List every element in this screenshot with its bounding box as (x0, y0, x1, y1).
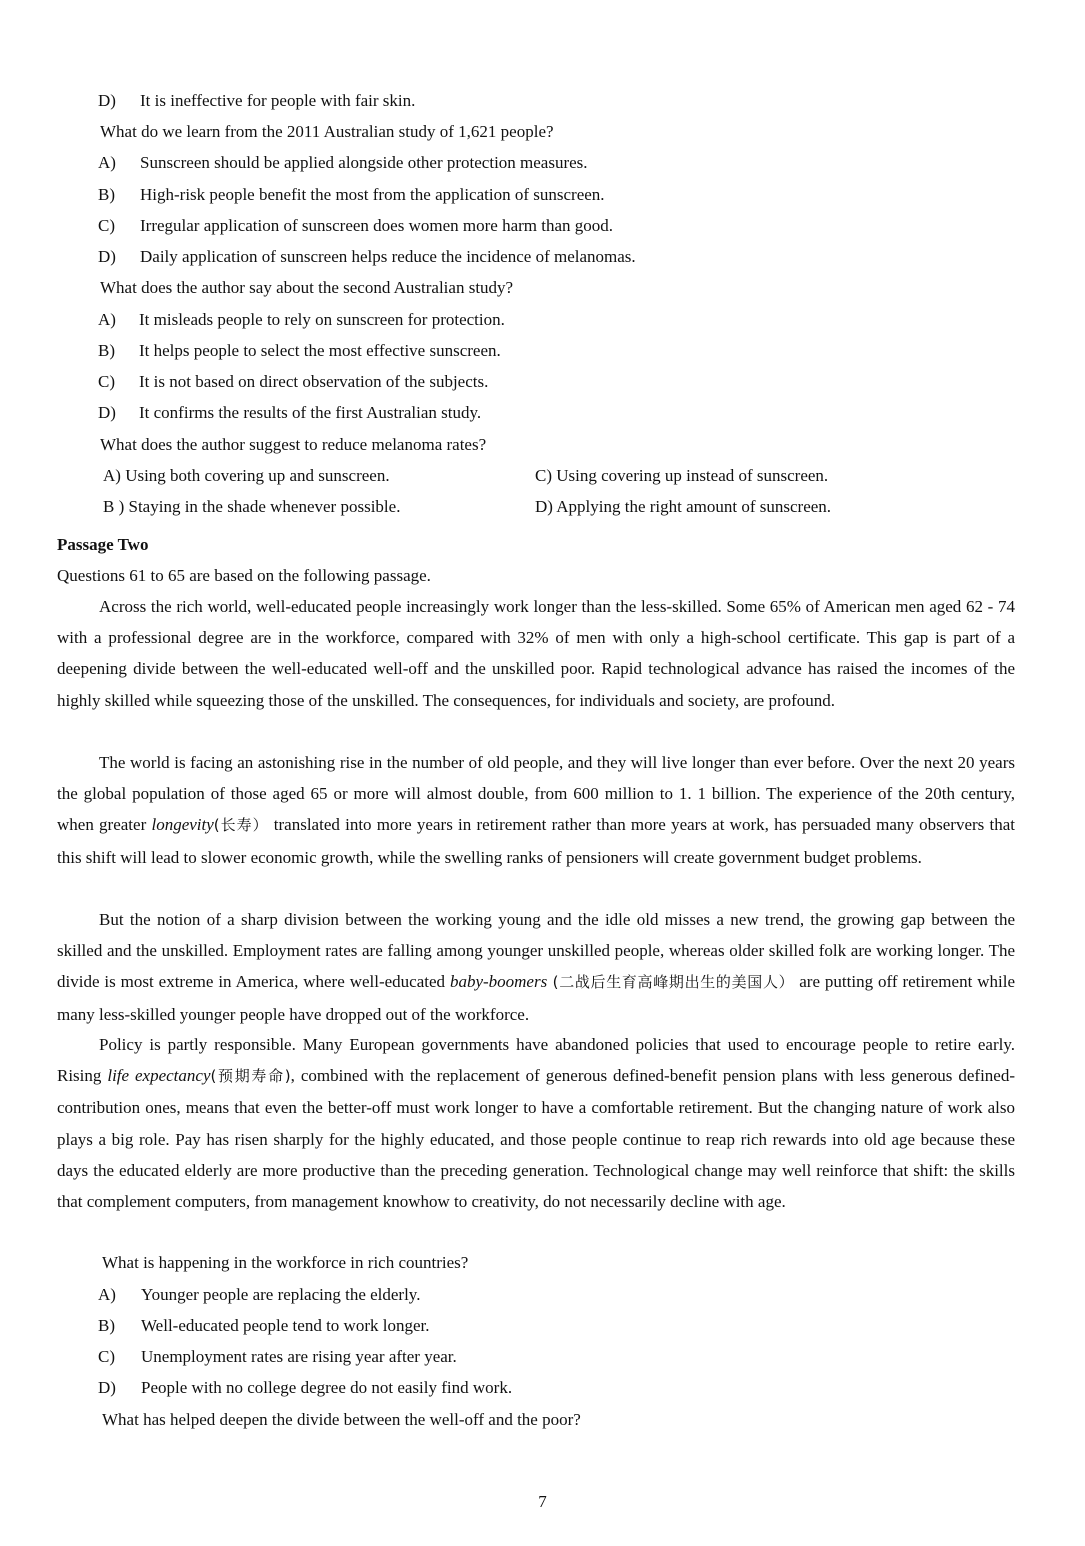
glossed-term: life expectancy (107, 1066, 211, 1086)
glossed-term: baby-boomers (449, 972, 548, 992)
option-text: B ) Staying in the shade whenever possible. (103, 497, 401, 516)
paragraph-text: But the notion of a sharp division between the working young and the idle old misses a new trend, the growing gap between the skilled and the unskilled. Employment rates are falling among younger unskilled people, whereas older skilled folk are working longer. The divide is most extreme in America, where well-educated (57, 910, 1015, 992)
option-text: A) Using both covering up and sunscreen. (103, 466, 390, 485)
option-text: Daily application of sunscreen helps reduce the incidence of melanomas. (140, 247, 636, 266)
option-letter: B) (98, 1316, 115, 1335)
paragraph-text: translated into more years in retirement rather than more years at work, has persuaded many observers that this shift will lead to slower economic growth, while the swelling ranks of pensioners will create government budget problems. (57, 815, 1015, 867)
paragraph-text: Across the rich world, well-educated people increasingly work longer than the less-skilled. Some 65% of American men aged 62 - 74 with a professional degree are in the workforce, compared with 32% of men with only a high-school certificate. This gap is part of a deepening divide between the well-educated well-off and the unskilled poor. Rapid technological advance has raised the incomes of the highly skilled while squeezing those of the unskilled. The consequences, for individuals and society, are profound. (57, 597, 1015, 710)
chinese-gloss: (预期寿命) (210, 1067, 291, 1086)
passage-paragraph (57, 591, 1015, 716)
passage-heading: Passage Two (57, 535, 149, 554)
option-letter: C) (98, 372, 115, 391)
option-text: Well-educated people tend to work longer. (141, 1316, 430, 1335)
question-stem: What does the author suggest to reduce melanoma rates? (100, 435, 487, 454)
option-letter: D) (98, 403, 116, 422)
question-stem: What do we learn from the 2011 Australian study of 1,621 people? (100, 122, 554, 141)
option-letter: C) (98, 1347, 115, 1366)
option-text: It helps people to select the most effective sunscreen. (139, 341, 501, 360)
option-text: High-risk people benefit the most from the application of sunscreen. (140, 185, 605, 204)
option-text: Younger people are replacing the elderly. (141, 1285, 421, 1304)
chinese-gloss: (二战后生育高峰期出生的美国人） (547, 973, 795, 992)
paragraph-text: , combined with the replacement of generous defined-benefit pension plans with less generous defined-contribution ones, means that even the better-off must work longer to have a comfortable retirement. But the changing nature of work also plays a big role. Pay has risen sharply for the highly educated, and those people continue to reap rich rewards into old age because these days the educated elderly are more productive than the preceding generation. Technological change may well reinforce that shift: the skills that complement computers, from management knowhow to creativity, do not necessarily decline with age. (57, 1066, 1015, 1212)
option-letter: A) (98, 153, 116, 172)
option-text: People with no college degree do not easily find work. (141, 1378, 513, 1397)
option-text: It misleads people to rely on sunscreen for protection. (139, 310, 505, 329)
option-letter: B) (98, 341, 115, 360)
passage-intro: Questions 61 to 65 are based on the following passage. (57, 566, 431, 585)
passage-paragraph (57, 747, 1015, 873)
page-number: 7 (538, 1492, 547, 1511)
option-letter: D) (98, 247, 116, 266)
paragraph-text: Policy is partly responsible. Many European governments have abandoned policies that used to encourage people to retire early. Rising (57, 1035, 1015, 1086)
paragraph-text: are putting off retirement while many less-skilled younger people have dropped out of the workforce. (57, 972, 1015, 1024)
option-letter: A) (98, 1285, 116, 1304)
option-text: Unemployment rates are rising year after year. (141, 1347, 457, 1366)
option-letter: C) (98, 216, 115, 235)
chinese-gloss: (长寿） (213, 816, 269, 835)
option-text: C) Using covering up instead of sunscreen. (535, 466, 829, 485)
question-stem: What is happening in the workforce in rich countries? (102, 1253, 469, 1272)
question-stem: What does the author say about the second Australian study? (100, 278, 514, 297)
passage-paragraph (57, 904, 1015, 1030)
option-text: Irregular application of sunscreen does women more harm than good. (140, 216, 614, 235)
option-text: It is ineffective for people with fair skin. (140, 91, 416, 110)
option-letter: B) (98, 185, 115, 204)
option-letter: D) (98, 1378, 116, 1397)
option-text: It confirms the results of the first Australian study. (139, 403, 482, 422)
option-text: D) Applying the right amount of sunscreen. (535, 497, 832, 516)
passage-paragraph (57, 1029, 1015, 1217)
glossed-term: longevity (151, 815, 214, 835)
option-letter: A) (98, 310, 116, 329)
option-letter: D) (98, 91, 116, 110)
option-text: Sunscreen should be applied alongside other protection measures. (140, 153, 588, 172)
question-stem: What has helped deepen the divide between the well-off and the poor? (102, 1410, 581, 1429)
paragraph-text: The world is facing an astonishing rise in the number of old people, and they will live longer than ever before. Over the next 20 years the global population of those aged 65 or more will almost double, from 600 million to 1. 1 billion. The experience of the 20th century, when greater (57, 753, 1015, 835)
option-text: It is not based on direct observation of the subjects. (139, 372, 489, 391)
